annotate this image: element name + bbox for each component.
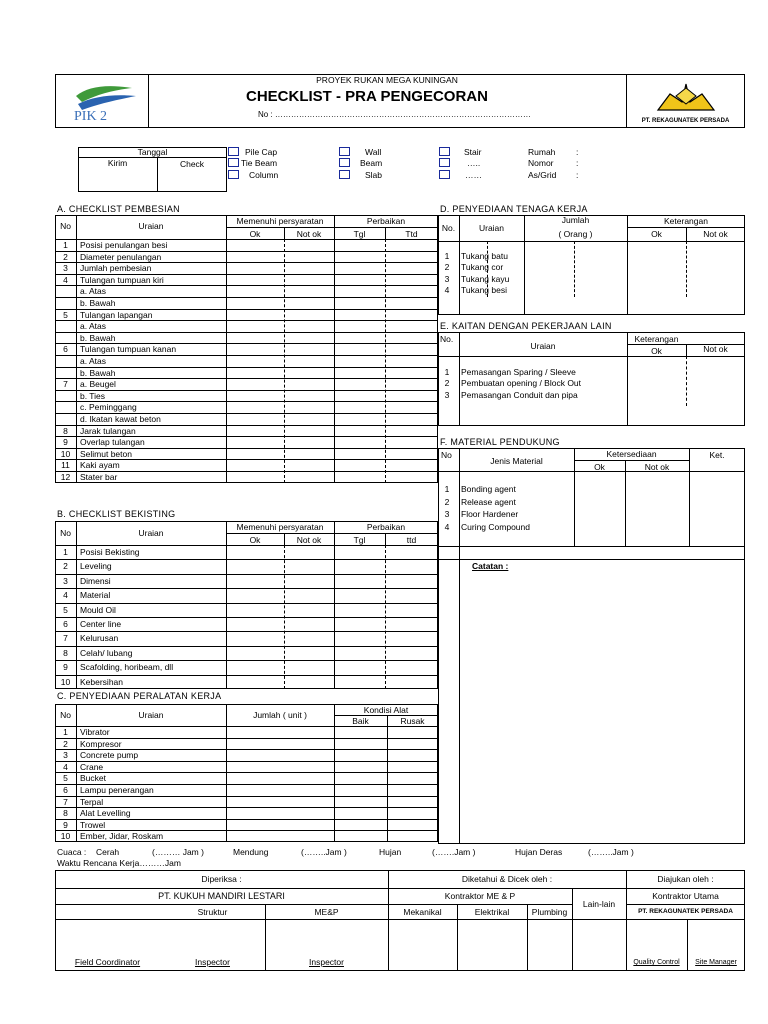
- table-row-line: [55, 390, 438, 391]
- document-number: No : ……………………………………………………………………………………: [258, 110, 531, 119]
- row-description: Tulangan tumpuan kanan: [80, 344, 177, 355]
- sf-head-no: No: [441, 450, 452, 460]
- sd-dash-jumlah: [574, 241, 575, 297]
- field-rumah-label: Rumah: [528, 147, 556, 157]
- checkbox-pile-cap[interactable]: [228, 147, 239, 156]
- row-number: 4: [444, 521, 450, 532]
- row-number: 1: [63, 547, 68, 557]
- row-description: Celah/ lubang: [80, 647, 133, 658]
- check-label-wall: Wall: [365, 147, 382, 157]
- row-description: Overlap tulangan: [80, 437, 145, 448]
- sb-vline-no: [76, 521, 77, 689]
- sb-head-memenuhi: Memenuhi persyaratan: [236, 522, 324, 532]
- sa-dash-tgl: [385, 239, 386, 483]
- sf-vline-no: [459, 448, 460, 844]
- table-row-line: [55, 646, 438, 647]
- row-description: Selimut beton: [80, 448, 132, 459]
- field-asgrid-label: As/Grid: [528, 170, 557, 180]
- sb-hline-2: [55, 545, 438, 546]
- checkbox-column[interactable]: [228, 170, 239, 179]
- sig-site-manager: Site Manager: [695, 959, 737, 966]
- sa-head-uraian: Uraian: [138, 221, 164, 231]
- sa-head-perbaikan: Perbaikan: [366, 216, 406, 226]
- date-box-divider: [78, 157, 227, 158]
- page-title: CHECKLIST - PRA PENGECORAN: [246, 88, 488, 105]
- row-number: 9: [63, 819, 68, 830]
- waktu-rencana-kerja: Waktu Rencana Kerja………Jam: [57, 858, 181, 868]
- row-description: a. Atas: [80, 356, 106, 366]
- row-description: Terpal: [80, 796, 104, 807]
- row-description: Vibrator: [80, 727, 110, 737]
- row-number: 4: [63, 274, 68, 285]
- row-description: Scafolding, horibeam, dll: [80, 662, 174, 673]
- project-name: PROYEK RUKAN MEGA KUNINGAN: [316, 75, 458, 85]
- sd-head-notok: Not ok: [703, 229, 728, 239]
- checkbox-tie-beam[interactable]: [228, 158, 239, 167]
- sb-head-perbaikan: Perbaikan: [366, 522, 406, 532]
- section-a-title: A. CHECKLIST PEMBESIAN: [57, 204, 180, 214]
- checkbox-beam[interactable]: [339, 158, 350, 167]
- sc-head-rusak: Rusak: [400, 716, 425, 726]
- sf-hline-4: [438, 559, 745, 560]
- sig-hline-1: [55, 888, 745, 889]
- table-row-line: [55, 772, 438, 773]
- sig-hline-2: [55, 904, 388, 905]
- row-description: Jumlah pembesian: [80, 263, 152, 274]
- weather-cerah-jam: (……… Jam ): [152, 847, 204, 857]
- sa-head-notok: Not ok: [296, 229, 322, 239]
- sb-head-no: No: [60, 528, 71, 538]
- sig-rekagunatek: PT. REKAGUNATEK PERSADA: [638, 908, 733, 915]
- row-number: 2: [63, 561, 68, 572]
- sc-head-kondisi: Kondisi Alat: [363, 705, 409, 715]
- sig-hline-5: [55, 919, 745, 920]
- row-number: 9: [63, 662, 68, 673]
- row-description: Diameter penulangan: [80, 251, 162, 262]
- sf-head-jenis: Jenis Material: [490, 456, 543, 466]
- row-description: Bucket: [80, 773, 106, 784]
- row-number: 1: [444, 367, 450, 377]
- se-dash-ok: [686, 356, 687, 406]
- row-description: Curing Compound: [461, 521, 530, 532]
- sd-head-ok: Ok: [651, 229, 662, 239]
- sa-head-no: No: [60, 221, 71, 231]
- row-number: 2: [63, 738, 68, 749]
- checkbox-slab[interactable]: [339, 170, 350, 179]
- row-description: b. Bawah: [80, 298, 116, 308]
- sig-struktur: Struktur: [197, 907, 228, 917]
- sa-hline-1: [226, 227, 438, 228]
- table-row-line: [55, 559, 438, 560]
- sc-head-baik: Baik: [352, 716, 369, 726]
- table-row-line: [55, 285, 438, 286]
- table-row-line: [55, 631, 438, 632]
- se-head-ok: Ok: [651, 346, 662, 356]
- field-rumah-colon: :: [576, 147, 579, 157]
- section-b-title: B. CHECKLIST BEKISTING: [57, 509, 176, 519]
- row-description: Tukang batu: [461, 251, 508, 261]
- sa-vline-no: [76, 215, 77, 483]
- sf-head-ket: Ket.: [709, 450, 725, 460]
- sc-head-jumlah: Jumlah ( unit ): [253, 710, 307, 720]
- sb-head-ok: Ok: [249, 535, 261, 545]
- row-description: Pemasangan Conduit dan pipa: [461, 389, 578, 400]
- kirim-label: Kirim: [107, 158, 128, 168]
- sb-hline-1: [226, 533, 438, 534]
- row-description: Pemasangan Sparing / Sleeve: [461, 367, 576, 377]
- table-row-line: [55, 675, 438, 676]
- row-description: Tulangan tumpuan kiri: [80, 274, 164, 285]
- rekagunatek-logo: [650, 76, 722, 116]
- sf-hline-1: [574, 460, 689, 461]
- sc-hline-2: [55, 726, 438, 727]
- pik2-logo-text: PIK 2: [74, 109, 108, 124]
- sig-lainlain: Lain-lain: [582, 899, 616, 909]
- sig-diperiksa: Diperiksa :: [201, 874, 242, 884]
- row-number: 5: [63, 604, 68, 615]
- row-number: 3: [444, 273, 450, 284]
- checkbox-wall[interactable]: [339, 147, 350, 156]
- sd-head-ket: Keterangan: [664, 216, 708, 226]
- sig-elektrikal: Elektrikal: [474, 907, 510, 917]
- row-number: 4: [444, 285, 450, 296]
- row-description: Tukang kayu: [461, 273, 510, 284]
- sb-head-tgl: Tgl: [353, 535, 366, 545]
- row-number: 7: [63, 633, 68, 644]
- sb-head-ttd: ttd: [406, 535, 417, 545]
- field-nomor-label: Nomor: [528, 158, 554, 168]
- weather-cerah: Cerah: [96, 847, 120, 857]
- table-row-line: [55, 320, 438, 321]
- sig-hline-4: [626, 904, 745, 905]
- sd-head-no: No.: [441, 223, 456, 233]
- row-number: 3: [63, 575, 68, 586]
- field-nomor-colon: :: [576, 158, 579, 168]
- sig-kontraktor-mep: Kontraktor ME & P: [444, 891, 516, 901]
- row-number: 10: [60, 448, 71, 459]
- check-label-beam: Beam: [360, 158, 383, 168]
- sf-head-notok: Not ok: [644, 462, 670, 472]
- weather-hujan: Hujan: [379, 847, 402, 857]
- sd-head-orang: ( Orang ): [558, 229, 593, 239]
- row-number: 1: [444, 484, 450, 494]
- row-number: 6: [63, 785, 68, 795]
- signature-table: [55, 870, 745, 971]
- row-number: 3: [444, 389, 450, 400]
- check-label: Check: [179, 159, 205, 169]
- row-number: 6: [63, 344, 68, 355]
- row-description: Release agent: [461, 496, 516, 507]
- weather-mendung: Mendung: [233, 847, 269, 857]
- row-description: Bonding agent: [461, 484, 516, 494]
- row-description: Kebersihan: [80, 676, 124, 687]
- row-description: Alat Levelling: [80, 808, 131, 819]
- row-description: Material: [80, 590, 111, 601]
- row-number: 2: [63, 251, 68, 262]
- row-number: 1: [63, 240, 68, 250]
- row-description: Mould Oil: [80, 604, 116, 615]
- row-number: 12: [60, 472, 71, 482]
- row-number: 8: [63, 808, 68, 819]
- sb-vline-uraian: [226, 521, 227, 689]
- row-description: Posisi penulangan besi: [80, 240, 168, 250]
- sb-vline-memenuhi: [334, 521, 335, 689]
- sig-vline-diketahui: [388, 870, 389, 971]
- table-row-line: [55, 603, 438, 604]
- table-row-line: [55, 796, 438, 797]
- row-number: 3: [444, 509, 450, 520]
- section-e-title: E. KAITAN DENGAN PEKERJAAN LAIN: [440, 321, 612, 331]
- check-label-stair: Stair: [464, 147, 482, 157]
- tanggal-label: Tanggal: [137, 147, 168, 157]
- catatan-label: Catatan :: [472, 561, 509, 571]
- sc-head-no: No: [60, 710, 71, 720]
- table-row-line: [55, 660, 438, 661]
- sa-dash-ok: [284, 239, 285, 483]
- row-number: 1: [63, 727, 68, 737]
- sig-mekanikal: Mekanikal: [403, 907, 442, 917]
- row-description: Lampu penerangan: [80, 785, 154, 795]
- sig-quality-control: Quality Control: [633, 959, 680, 966]
- sig-kontraktor-utama: Kontraktor Utama: [652, 891, 719, 901]
- sig-vline-diajukan: [626, 870, 627, 971]
- section-d-title: D. PENYEDIAAN TENAGA KERJA: [440, 204, 588, 214]
- row-description: Floor Hardener: [461, 509, 519, 520]
- sig-hline-3: [388, 904, 572, 905]
- se-head-notok: Not ok: [703, 344, 728, 354]
- row-description: b. Bawah: [80, 367, 116, 378]
- row-description: Tukang besi: [461, 285, 507, 296]
- row-description: a. Atas: [80, 286, 106, 297]
- table-row-line: [55, 588, 438, 589]
- row-description: d. Ikatan kawat beton: [80, 414, 161, 424]
- sc-vline-baik: [387, 715, 388, 842]
- sc-head-uraian: Uraian: [138, 710, 164, 720]
- row-description: Stater bar: [80, 472, 118, 482]
- table-row-line: [55, 819, 438, 820]
- row-description: Trowel: [80, 819, 106, 830]
- row-number: 7: [63, 796, 68, 807]
- row-number: 5: [63, 309, 68, 320]
- table-row-line: [55, 761, 438, 762]
- se-head-no: No.: [440, 334, 454, 344]
- row-description: b. Ties: [80, 390, 106, 401]
- row-number: 2: [444, 496, 450, 507]
- sa-head-memenuhi: Memenuhi persyaratan: [236, 216, 324, 226]
- row-number: 10: [60, 676, 71, 687]
- sf-head-ketersediaan: Ketersediaan: [606, 449, 657, 459]
- check-label-tie-beam: Tie Beam: [241, 158, 278, 168]
- sf-vline-ket: [689, 448, 690, 546]
- row-number: 6: [63, 619, 68, 629]
- check-label-pile-cap: Pile Cap: [245, 147, 278, 157]
- checkbox-other-1[interactable]: [439, 158, 450, 167]
- check-label-column: Column: [249, 170, 279, 180]
- row-number: 8: [63, 647, 68, 658]
- sd-head-jumlah: Jumlah: [561, 215, 590, 225]
- sig-inspector-mep: Inspector: [309, 957, 344, 967]
- sb-head-notok: Not ok: [296, 535, 322, 545]
- row-description: Kaki ayam: [80, 460, 120, 471]
- section-f-table: [438, 448, 745, 844]
- sig-diajukan: Diajukan oleh :: [657, 874, 714, 884]
- sf-head-ok: Ok: [594, 462, 605, 472]
- sd-dash-ok: [686, 241, 687, 297]
- sf-vline-ok: [625, 460, 626, 546]
- row-description: c. Peminggang: [80, 402, 137, 413]
- sa-vline-uraian: [226, 215, 227, 483]
- se-hline-2: [438, 356, 745, 357]
- sig-mep: ME&P: [314, 907, 339, 917]
- row-description: Posisi Bekisting: [80, 547, 140, 557]
- row-number: 1: [444, 251, 450, 261]
- row-description: Ember, Jidar, Roskam: [80, 831, 164, 842]
- field-asgrid-colon: :: [576, 170, 579, 180]
- row-number: 2: [444, 378, 450, 389]
- row-number: 7: [63, 379, 68, 390]
- row-description: Crane: [80, 761, 104, 772]
- row-description: a. Beugel: [80, 379, 116, 390]
- sa-vline-memenuhi: [334, 215, 335, 483]
- sf-hline-3: [438, 546, 745, 547]
- check-label-slab: Slab: [365, 170, 383, 180]
- table-row-line: [55, 617, 438, 618]
- row-description: Kompresor: [80, 738, 122, 749]
- weather-hujan-deras: Hujan Deras: [515, 847, 563, 857]
- row-number: 11: [61, 460, 70, 471]
- row-number: 5: [63, 773, 68, 784]
- table-row-line: [55, 574, 438, 575]
- weather-mendung-jam: (……..Jam ): [301, 847, 347, 857]
- check-label-other-2: ……: [465, 170, 482, 180]
- row-description: b. Bawah: [80, 332, 116, 343]
- sa-head-ttd: Ttd: [405, 229, 418, 239]
- sig-field-coordinator: Field Coordinator: [74, 957, 141, 967]
- sa-head-tgl: Tgl: [353, 229, 366, 239]
- sb-head-uraian: Uraian: [138, 528, 164, 538]
- row-description: Jarak tulangan: [80, 425, 136, 436]
- row-description: Dimensi: [80, 575, 111, 586]
- table-row-line: [55, 355, 438, 356]
- row-description: Tulangan lapangan: [80, 309, 153, 320]
- row-number: 10: [60, 831, 71, 842]
- se-head-uraian: Uraian: [530, 341, 556, 351]
- section-c-title: C. PENYEDIAAN PERALATAN KERJA: [57, 691, 222, 701]
- sig-plumbing: Plumbing: [531, 907, 568, 917]
- row-description: Kelurusan: [80, 633, 119, 644]
- section-f-title: F. MATERIAL PENDUKUNG: [440, 437, 560, 447]
- row-number: 4: [63, 590, 68, 601]
- sd-head-uraian: Uraian: [478, 223, 505, 233]
- row-description: Concrete pump: [80, 750, 139, 761]
- checkbox-stair[interactable]: [439, 147, 450, 156]
- row-number: 9: [63, 437, 68, 448]
- sig-kukuh: PT. KUKUH MANDIRI LESTARI: [158, 891, 285, 901]
- sd-hline-2: [438, 241, 745, 242]
- sa-head-ok: Ok: [249, 229, 261, 239]
- row-description: Leveling: [80, 561, 112, 572]
- weather-hujan-deras-jam: (……..Jam ): [588, 847, 634, 857]
- company-name-header: PT. REKAGUNATEK PERSADA: [641, 118, 730, 124]
- sig-diketahui: Diketahui & Dicek oleh :: [461, 874, 553, 884]
- row-number: 8: [63, 425, 68, 436]
- row-description: Pembuatan opening / Block Out: [461, 378, 582, 389]
- weather-hujan-jam: (…….Jam ): [432, 847, 476, 857]
- row-number: 2: [444, 262, 450, 273]
- row-number: 4: [63, 761, 68, 772]
- row-description: Center line: [80, 619, 122, 629]
- checkbox-other-2[interactable]: [439, 170, 450, 179]
- se-head-ket: Keterangan: [634, 334, 679, 344]
- row-number: 3: [63, 263, 68, 274]
- weather-label: Cuaca :: [57, 847, 87, 857]
- row-description: Tukang cor: [461, 262, 504, 273]
- pik2-logo: [68, 78, 144, 124]
- sig-inspector-struktur: Inspector: [195, 957, 230, 967]
- row-number: 3: [63, 750, 68, 761]
- check-label-other-1: …..: [467, 158, 481, 168]
- row-description: a. Atas: [80, 321, 106, 332]
